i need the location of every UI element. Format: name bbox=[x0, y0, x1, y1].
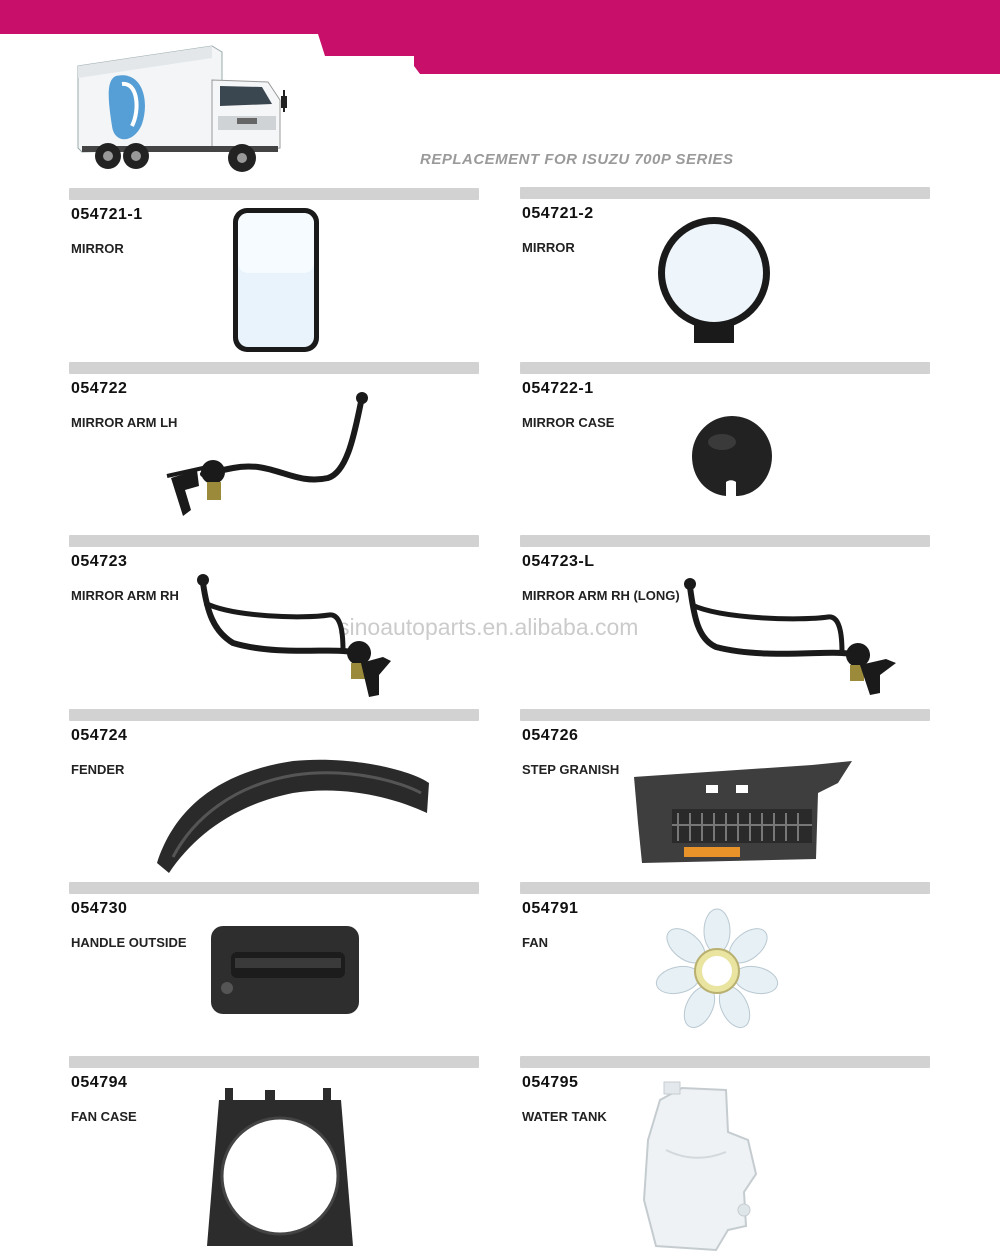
divider-bar bbox=[520, 709, 930, 721]
mirror-arm-icon bbox=[193, 571, 403, 703]
product-name: STEP GRANISH bbox=[522, 762, 620, 777]
water-tank-icon bbox=[636, 1080, 772, 1256]
product-name: WATER TANK bbox=[522, 1109, 607, 1124]
product-code: 054726 bbox=[522, 727, 579, 744]
product-card bbox=[520, 187, 932, 357]
product-card bbox=[69, 709, 481, 879]
divider-bar bbox=[69, 535, 479, 547]
mirror-arm-icon bbox=[682, 577, 904, 697]
product-name: MIRROR bbox=[71, 241, 124, 256]
product-code: 054722-1 bbox=[522, 380, 594, 397]
product-card bbox=[69, 535, 481, 705]
product-name: MIRROR ARM RH bbox=[71, 588, 179, 603]
divider-bar bbox=[520, 362, 930, 374]
product-name: MIRROR CASE bbox=[522, 415, 615, 430]
product-code: 054723-L bbox=[522, 553, 595, 570]
fan-icon bbox=[654, 908, 780, 1034]
product-card bbox=[69, 882, 481, 1052]
product-card bbox=[69, 1056, 481, 1226]
product-code: 054794 bbox=[71, 1074, 128, 1091]
product-name: FAN bbox=[522, 935, 548, 950]
mirror-case-icon bbox=[690, 416, 774, 498]
divider-bar bbox=[69, 188, 479, 200]
product-code: 054791 bbox=[522, 900, 579, 917]
round-mirror-icon bbox=[658, 215, 772, 349]
product-card bbox=[520, 1056, 932, 1226]
product-name: MIRROR ARM RH (LONG) bbox=[522, 588, 680, 603]
fender-icon bbox=[153, 753, 433, 877]
product-code: 054721-1 bbox=[71, 206, 143, 223]
series-title: REPLACEMENT FOR ISUZU 700P SERIES bbox=[420, 151, 734, 168]
product-card bbox=[69, 188, 481, 358]
divider-bar bbox=[69, 362, 479, 374]
divider-bar bbox=[520, 882, 930, 894]
product-card bbox=[520, 362, 932, 532]
product-code: 054722 bbox=[71, 380, 128, 397]
step-icon bbox=[632, 753, 854, 871]
fan-shroud-icon bbox=[205, 1086, 355, 1256]
watermark: sinoautoparts.en.alibaba.com bbox=[338, 614, 639, 640]
divider-bar bbox=[520, 535, 930, 547]
divider-bar bbox=[69, 882, 479, 894]
product-card bbox=[69, 362, 481, 532]
divider-bar bbox=[520, 1056, 930, 1068]
product-card bbox=[520, 535, 932, 705]
product-code: 054795 bbox=[522, 1074, 579, 1091]
product-code: 054723 bbox=[71, 553, 128, 570]
product-name: MIRROR ARM LH bbox=[71, 415, 178, 430]
product-card bbox=[520, 882, 932, 1052]
truck-image bbox=[72, 40, 294, 180]
rectangular-mirror-icon bbox=[229, 206, 325, 356]
product-name: FAN CASE bbox=[71, 1109, 137, 1124]
door-handle-icon bbox=[209, 924, 361, 1018]
divider-bar bbox=[520, 187, 930, 199]
product-name: FENDER bbox=[71, 762, 125, 777]
product-code: 054730 bbox=[71, 900, 128, 917]
product-code: 054724 bbox=[71, 727, 128, 744]
divider-bar bbox=[69, 709, 479, 721]
product-name: HANDLE OUTSIDE bbox=[71, 935, 187, 950]
product-code: 054721-2 bbox=[522, 205, 594, 222]
product-name: MIRROR bbox=[522, 240, 575, 255]
product-card bbox=[520, 709, 932, 879]
mirror-arm-icon bbox=[163, 390, 383, 530]
divider-bar bbox=[69, 1056, 479, 1068]
